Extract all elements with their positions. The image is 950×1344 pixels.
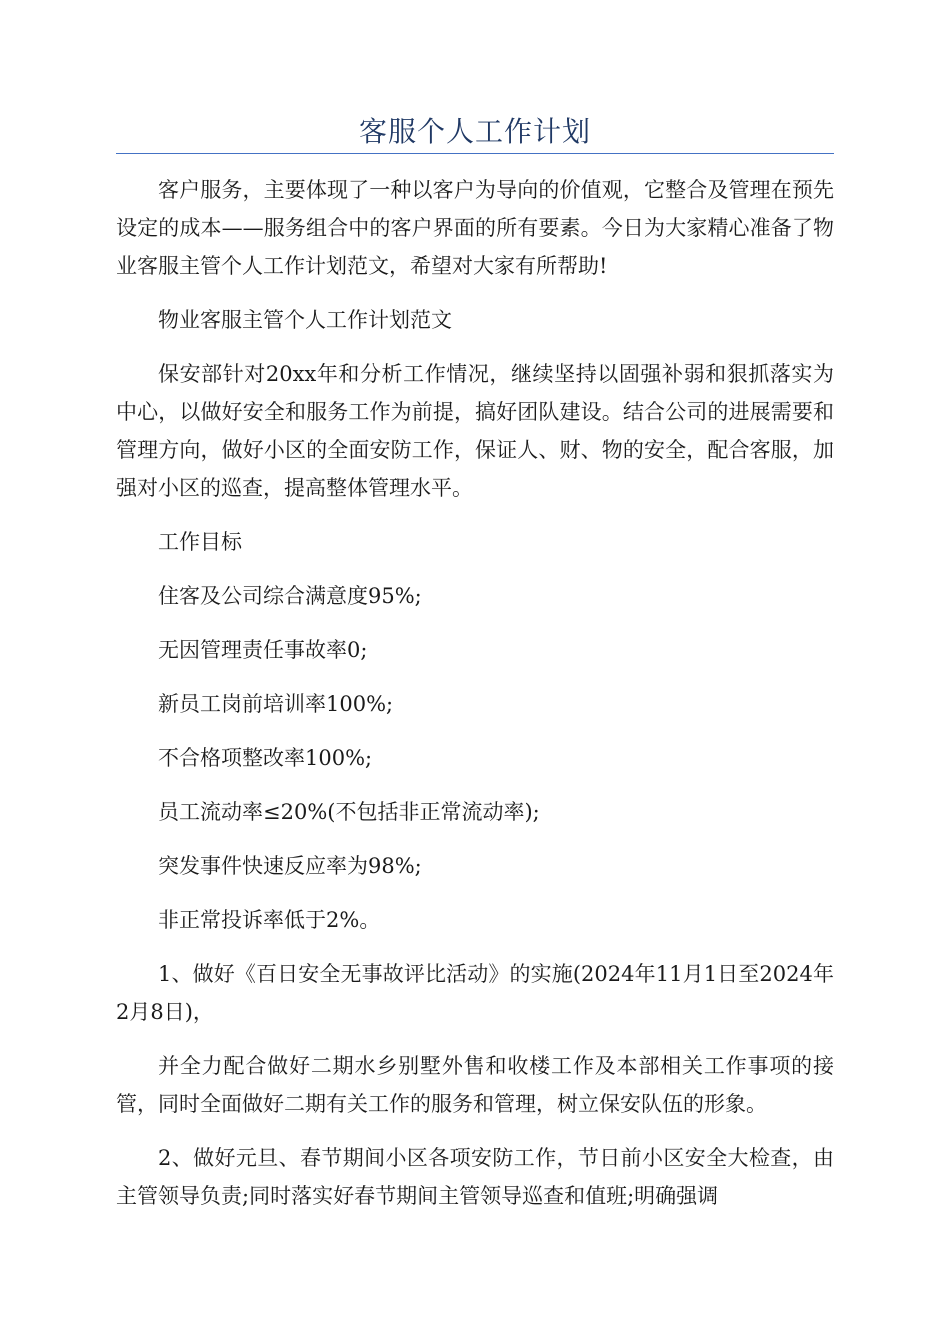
goal-item: 员工流动率≤20%(不包括非正常流动率); bbox=[158, 800, 540, 824]
goal-item: 非正常投诉率低于2%。 bbox=[158, 908, 381, 932]
task-item: 1、做好《百日安全无事故评比活动》的实施(2024年11月1日至2024年2月8日)， bbox=[116, 962, 834, 1024]
goal-item: 不合格项整改率100%; bbox=[158, 746, 373, 770]
paragraph-intro: 客户服务，主要体现了一种以客户为导向的价值观，它整合及管理在预先设定的成本——服务组合中的客户界面的所有要素。今日为大家精心准备了物业客服主管个人工作计划范文，希望对大家有所帮助! bbox=[116, 178, 834, 278]
task-item: 2、做好元旦、春节期间小区各项安防工作，节日前小区安全大检查，由主管领导负责;同时落实好春节期间主管领导巡查和值班;明确强调 bbox=[116, 1146, 834, 1208]
paragraph-overview: 保安部针对20xx年和分析工作情况，继续坚持以固强补弱和狠抓落实为中心，以做好安全和服务工作为前提，搞好团队建设。结合公司的进展需要和管理方向，做好小区的全面安防工作，保证人、财、物的安全，配合客服，加强对小区的巡查，提高整体管理水平。 bbox=[116, 362, 834, 500]
goal-item: 住客及公司综合满意度95%; bbox=[158, 584, 422, 608]
document-body bbox=[116, 171, 834, 1231]
paragraph-task-detail: 并全力配合做好二期水乡别墅外售和收楼工作及本部相关工作事项的接管，同时全面做好二期有关工作的服务和管理，树立保安队伍的形象。 bbox=[116, 1054, 834, 1116]
document-title: 客服个人工作计划 bbox=[358, 115, 591, 148]
goal-item: 新员工岗前培训率100%; bbox=[158, 692, 394, 716]
goal-item: 无因管理责任事故率0; bbox=[158, 638, 368, 662]
title-underline bbox=[116, 153, 834, 154]
paragraph-subtitle: 物业客服主管个人工作计划范文 bbox=[158, 308, 452, 332]
paragraph-goals-heading: 工作目标 bbox=[158, 530, 242, 554]
goal-item: 突发事件快速反应率为98%; bbox=[158, 854, 422, 878]
